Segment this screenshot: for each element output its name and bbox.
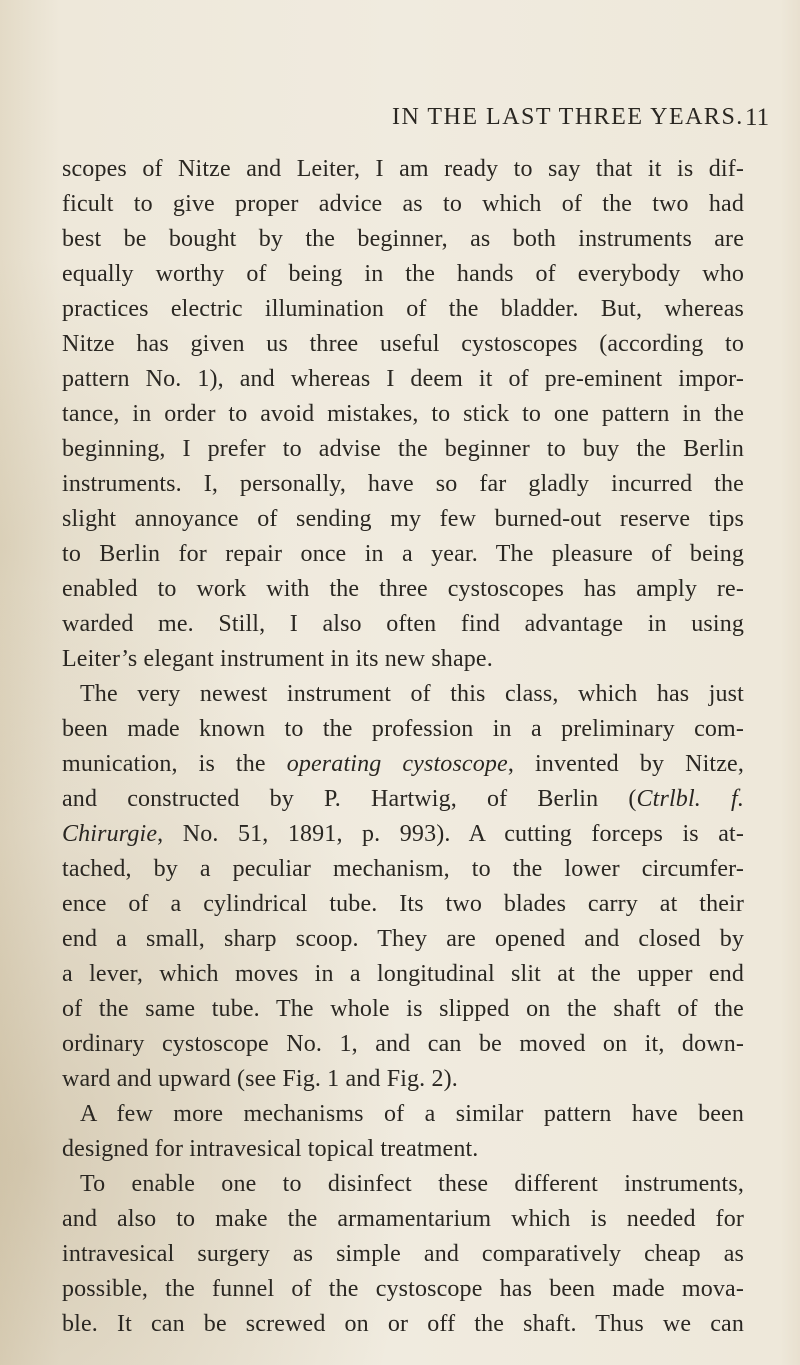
text-line-with-italic <box>62 781 744 817</box>
text-line: beginning, I prefer to advise the beginner to buy the Berlin <box>62 436 744 462</box>
text-line: scopes of Nitze and Leiter, I am ready to say that it is dif- <box>62 156 744 182</box>
text-line: warded me. Still, I also often find advantage in using <box>62 611 744 637</box>
text-line: instruments. I, personally, have so far gladly incurred the <box>62 471 744 497</box>
text-line: best be bought by the beginner, as both instruments are <box>62 226 744 252</box>
text-line: Nitze has given us three useful cystoscopes (according to <box>62 331 744 357</box>
text-line: and also to make the armamentarium which is needed for <box>62 1206 744 1232</box>
text-line: practices electric illumination of the bladder. But, whereas <box>62 296 744 322</box>
running-title: IN THE LAST THREE YEARS. <box>392 104 744 130</box>
text-line: intravesical surgery as simple and comparatively cheap as <box>62 1241 744 1267</box>
italic-citation: Ctrlbl. f. <box>636 786 744 812</box>
text-line: ordinary cystoscope No. 1, and can be moved on it, down- <box>62 1031 744 1057</box>
text-line: of the same tube. The whole is slipped on the shaft of the <box>62 996 744 1022</box>
paragraph-first-line: A few more mechanisms of a similar pattern have been <box>80 1101 744 1127</box>
text-line: been made known to the profession in a preliminary com- <box>62 716 744 742</box>
text-line: tached, by a peculiar mechanism, to the lower circumfer- <box>62 856 744 882</box>
text-line: a lever, which moves in a longitudinal slit at the upper end <box>62 961 744 987</box>
text-line: possible, the funnel of the cystoscope has been made mova- <box>62 1276 744 1302</box>
line-segment: munication, is the <box>62 751 287 777</box>
italic-citation: Chirurgie <box>62 821 158 847</box>
text-line: ence of a cylindrical tube. Its two blades carry at their <box>62 891 744 917</box>
page-number: 11 <box>745 104 770 131</box>
text-line: slight annoyance of sending my few burned-out reserve tips <box>62 506 744 532</box>
line-segment: , invented by Nitze, <box>507 751 744 777</box>
text-line: to Berlin for repair once in a year. The pleasure of being <box>62 541 744 567</box>
text-line: tance, in order to avoid mistakes, to stick to one pattern in the <box>62 401 744 427</box>
italic-term: operating cystoscope <box>286 751 508 777</box>
line-segment: and constructed by P. Hartwig, of Berlin ( <box>62 786 637 812</box>
text-line: enabled to work with the three cystoscopes has amply re- <box>62 576 744 602</box>
text-line: ficult to give proper advice as to which of the two had <box>62 191 744 217</box>
paragraph-first-line: The very newest instrument of this class, which has just <box>80 681 744 707</box>
running-head <box>0 104 800 140</box>
paragraph-first-line: To enable one to disinfect these different instruments, <box>80 1171 744 1197</box>
text-line: equally worthy of being in the hands of everybody who <box>62 261 744 287</box>
text-line-with-italic <box>62 816 744 852</box>
text-line-with-italic <box>62 746 744 782</box>
text-line: Leiter’s elegant instrument in its new shape. <box>62 646 493 672</box>
text-line: end a small, sharp scoop. They are opened and closed by <box>62 926 744 952</box>
text-line: pattern No. 1), and whereas I deem it of pre-eminent impor- <box>62 366 744 392</box>
line-segment: , No. 51, 1891, p. 993). A cutting forceps is at- <box>157 821 744 847</box>
text-line: designed for intravesical topical treatment. <box>62 1136 479 1162</box>
text-line: ward and upward (see Fig. 1 and Fig. 2). <box>62 1066 458 1092</box>
text-line: ble. It can be screwed on or off the shaft. Thus we can <box>62 1311 744 1337</box>
